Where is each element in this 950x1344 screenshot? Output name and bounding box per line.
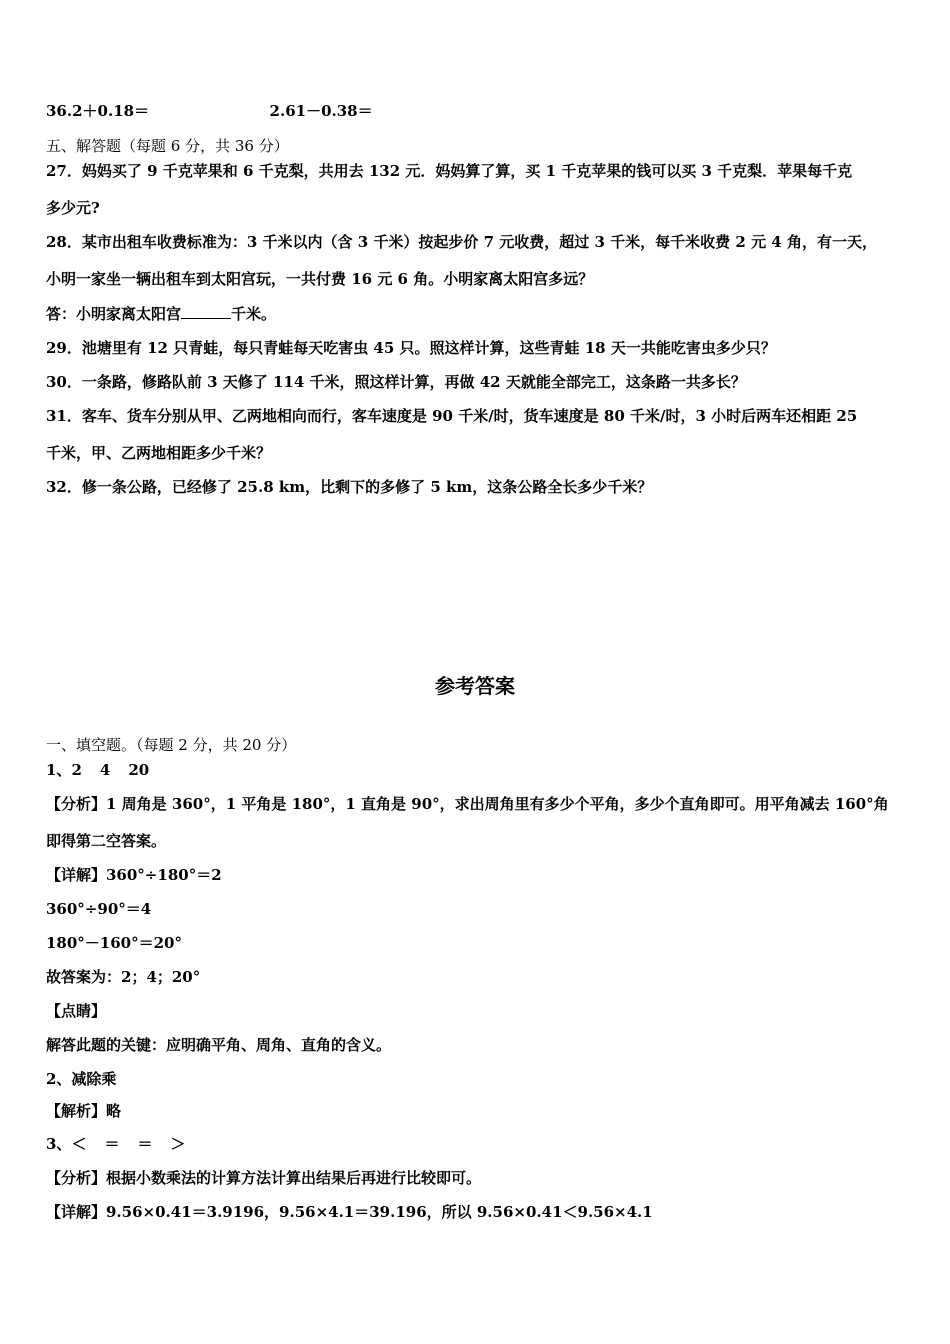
answer-1-detail-3: 180°－160°＝20° — [46, 934, 182, 952]
answer-blank — [181, 304, 231, 319]
answer-1-analysis-line-1: 【分析】1 周角是 360°，1 平角是 180°，1 直角是 90°，求出周角里有多少个平角，多少个直角即可。用平角减去 160°角 — [46, 795, 889, 813]
answer-prefix: 答：小明家离太阳宫 — [46, 305, 182, 323]
answer-1-point-text: 解答此题的关键：应明确平角、周角、直角的含义。 — [46, 1036, 392, 1054]
answer-2-explain: 【解析】略 — [46, 1102, 122, 1120]
answer-1-final: 故答案为：2；4；20° — [46, 968, 201, 986]
answer-3-symbol-3: ＝ — [137, 1135, 153, 1153]
answer-1-value-3: 20 — [128, 761, 150, 779]
question-28-line-1: 28．某市出租车收费标准为：3 千米以内（含 3 千米）按起步价 7 元收费，超过 3 千米，每千米收费 2 元 4 角，有一天， — [46, 233, 877, 251]
calc-expression-2: 2.61－0.38＝ — [269, 102, 373, 120]
answer-1-analysis-line-2: 即得第二空答案。 — [46, 832, 167, 850]
question-28-line-2: 小明一家坐一辆出租车到太阳宫玩，一共付费 16 元 6 角。小明家离太阳宫多远？ — [46, 270, 594, 288]
answer-3-symbol-4: ＞ — [170, 1135, 186, 1153]
answers-title: 参考答案 — [435, 674, 515, 698]
question-27-line-1: 27．妈妈买了 9 千克苹果和 6 千克梨，共用去 132 元．妈妈算了算，买 1 千克苹果的钱可以买 3 千克梨．苹果每千克 — [46, 162, 853, 180]
answer-3-detail: 【详解】9.56×0.41＝3.9196，9.56×4.1＝39.196，所以 9.56×0.41＜9.56×4.1 — [46, 1203, 653, 1221]
answer-3-symbol-2: ＝ — [104, 1135, 120, 1153]
question-30: 30．一条路，修路队前 3 天修了 114 千米，照这样计算，再做 42 天就能全部完工，这条路一共多长？ — [46, 373, 746, 391]
answer-1-detail-2: 360°÷90°＝4 — [46, 900, 152, 918]
answer-2-line: 2、减除乘 — [46, 1070, 117, 1088]
answers-section-1-heading: 一、填空题。（每题 2 分，共 20 分） — [46, 736, 297, 754]
question-32: 32．修一条公路，已经修了 25.8 km，比剩下的多修了 5 km，这条公路全长多少千米？ — [46, 478, 653, 496]
question-27-line-2: 多少元? — [46, 199, 100, 217]
answer-1-point-heading: 【点睛】 — [46, 1002, 107, 1020]
answer-1-value-1: 2 — [71, 761, 82, 779]
answer-3-number: 3、 — [46, 1135, 72, 1153]
calc-row — [46, 101, 373, 121]
answer-3-analysis: 【分析】根据小数乘法的计算方法计算出结果后再进行比较即可。 — [46, 1169, 482, 1187]
answer-1-value-2: 4 — [99, 761, 111, 779]
question-28-answer — [46, 304, 276, 324]
question-31-line-2: 千米，甲、乙两地相距多少千米？ — [46, 444, 272, 462]
answer-suffix: 千米。 — [231, 305, 277, 323]
answer-1-detail-1: 【详解】360°÷180°＝2 — [46, 866, 222, 884]
calc-expression-1: 36.2＋0.18＝ — [46, 102, 150, 120]
answer-1-values — [46, 760, 149, 780]
question-29: 29．池塘里有 12 只青蛙，每只青蛙每天吃害虫 45 只。照这样计算，这些青蛙 18 天一共能吃害虫多少只？ — [46, 339, 776, 357]
answer-1-number: 1、 — [46, 761, 72, 779]
section-5-heading: 五、解答题（每题 6 分，共 36 分） — [46, 137, 289, 155]
answer-3-symbol-1: ＜ — [71, 1135, 87, 1153]
question-31-line-1: 31．客车、货车分别从甲、乙两地相向而行，客车速度是 90 千米/时，货车速度是 80 千米/时，3 小时后两车还相距 25 — [46, 407, 858, 425]
answer-3-symbols — [46, 1134, 186, 1154]
